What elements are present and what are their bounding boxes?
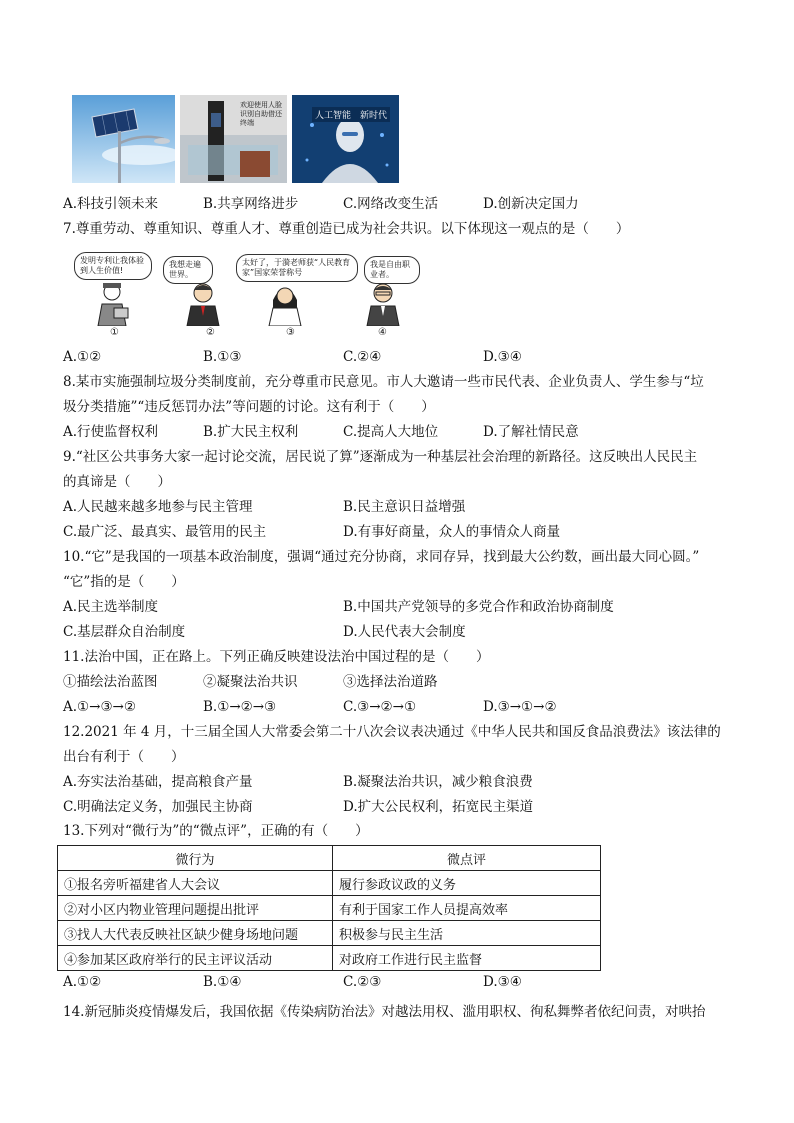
table-cell: ④参加某区政府举行的民主评议活动 xyxy=(58,946,333,971)
q8-option-d[interactable]: D.了解社情民意 xyxy=(483,424,579,440)
q7-label-3: ③ xyxy=(286,327,295,338)
q7-option-c[interactable]: C.②④ xyxy=(343,349,382,365)
q14-stem-line1: 14.新冠肺炎疫情爆发后，我国依据《传染病防治法》对越法用权、滥用职权、徇私舞弊者依纪问责，对哄抬 xyxy=(63,1004,706,1020)
person-3-icon xyxy=(263,282,307,326)
q12-stem-line2: 出台有利于（ ） xyxy=(63,749,185,765)
table-cell: ②对小区内物业管理问题提出批评 xyxy=(58,896,333,921)
table-header-comment: 微点评 xyxy=(333,846,601,871)
q7-option-a[interactable]: A.①② xyxy=(63,349,102,365)
q13-stem: 13.下列对“微行为”的“微点评”，正确的有（ ） xyxy=(63,823,369,839)
q8-option-c[interactable]: C.提高人大地位 xyxy=(343,424,439,440)
q12-option-c[interactable]: C.明确法定义务，加强民主协商 xyxy=(63,799,253,815)
table-header-row xyxy=(58,846,601,871)
q7-option-b[interactable]: B.①③ xyxy=(203,349,242,365)
q9-option-a[interactable]: A.人民越来越多地参与民主管理 xyxy=(63,499,253,515)
q12-option-d[interactable]: D.扩大公民权利，拓宽民主渠道 xyxy=(343,799,534,815)
q8-stem-line1: 8.某市实施强制垃圾分类制度前，充分尊重市民意见。市人大邀请一些市民代表、企业负责人、学生参与“垃 xyxy=(63,374,704,390)
q11-option-c[interactable]: C.③→②→① xyxy=(343,699,417,715)
q11-option-a[interactable]: A.①→③→② xyxy=(63,699,136,715)
terminal-welcome-text: 欢迎使用人脸识别自助借还终端 xyxy=(240,101,282,127)
q11-item-1: ①描绘法治蓝图 xyxy=(63,674,158,690)
q8-option-a[interactable]: A.行使监督权利 xyxy=(63,424,159,440)
q7-bubble-1: 发明专利让我体验到人生价值! xyxy=(74,252,152,280)
q7-label-4: ④ xyxy=(378,327,387,338)
q9-option-b[interactable]: B.民主意识日益增强 xyxy=(343,499,466,515)
solar-street-light-image xyxy=(72,95,175,183)
q6-option-a[interactable]: A.科技引领未来 xyxy=(63,196,159,212)
q9-option-c[interactable]: C.最广泛、最真实、最管用的民主 xyxy=(63,524,267,540)
q7-label-2: ② xyxy=(206,327,215,338)
table-cell: 履行参政议政的义务 xyxy=(333,871,601,896)
table-cell: 对政府工作进行民主监督 xyxy=(333,946,601,971)
q9-option-d[interactable]: D.有事好商量，众人的事情众人商量 xyxy=(343,524,561,540)
q11-option-d[interactable]: D.③→①→② xyxy=(483,699,557,715)
q7-label-1: ① xyxy=(110,327,119,338)
person-4-icon xyxy=(363,282,403,326)
q7-option-d[interactable]: D.③④ xyxy=(483,349,522,365)
q13-option-d[interactable]: D.③④ xyxy=(483,974,522,990)
table-row xyxy=(58,946,601,971)
table-row xyxy=(58,871,601,896)
q6-option-b[interactable]: B.共享网络进步 xyxy=(203,196,299,212)
q13-option-c[interactable]: C.②③ xyxy=(343,974,382,990)
table-row xyxy=(58,921,601,946)
table-cell: ①报名旁听福建省人大会议 xyxy=(58,871,333,896)
person-1-icon xyxy=(94,282,134,326)
q13-option-b[interactable]: B.①④ xyxy=(203,974,242,990)
q7-stem: 7.尊重劳动、尊重知识、尊重人才、尊重创造已成为社会共识。以下体现这一观点的是（ ） xyxy=(63,221,630,237)
q11-stem: 11.法治中国，正在路上。下列正确反映建设法治中国过程的是（ ） xyxy=(63,649,490,665)
table-cell: ③找人大代表反映社区缺少健身场地问题 xyxy=(58,921,333,946)
face-recognition-terminal-image xyxy=(180,95,287,183)
q11-item-2: ②凝聚法治共识 xyxy=(203,674,298,690)
ai-robot-image xyxy=(292,95,399,183)
q8-option-b[interactable]: B.扩大民主权利 xyxy=(203,424,299,440)
q10-option-c[interactable]: C.基层群众自治制度 xyxy=(63,624,186,640)
q8-stem-line2: 圾分类措施”“违反惩罚办法”等问题的讨论。这有利于（ ） xyxy=(63,399,435,415)
q7-bubble-4: 我是自由职业者。 xyxy=(364,256,420,284)
q10-stem-line2: “它”指的是（ ） xyxy=(63,574,185,590)
q10-option-b[interactable]: B.中国共产党领导的多党合作和政治协商制度 xyxy=(343,599,614,615)
q7-bubble-3: 太好了，于漪老师获“人民教育家”国家荣誉称号 xyxy=(236,254,358,282)
table-cell: 有利于国家工作人员提高效率 xyxy=(333,896,601,921)
ai-era-caption: 人工智能 新时代 xyxy=(312,107,390,122)
person-2-icon xyxy=(183,282,223,326)
q13-table xyxy=(57,845,601,971)
q9-stem-line1: 9.“社区公共事务大家一起讨论交流，居民说了算”逐渐成为一种基层社会治理的新路径。这反映出人民民主 xyxy=(63,449,698,465)
q6-option-c[interactable]: C.网络改变生活 xyxy=(343,196,439,212)
q6-option-d[interactable]: D.创新决定国力 xyxy=(483,196,579,212)
q12-option-b[interactable]: B.凝聚法治共识，减少粮食浪费 xyxy=(343,774,533,790)
table-cell: 积极参与民主生活 xyxy=(333,921,601,946)
q10-stem-line1: 10.“它”是我国的一项基本政治制度，强调“通过充分协商，求同存异，找到最大公约数，画出最大同心圆。” xyxy=(63,549,700,565)
q7-figure xyxy=(68,250,428,342)
q12-stem-line1: 12.2021 年 4 月，十三届全国人大常委会第二十八次会议表决通过《中华人民共和国反食品浪费法》该法律的 xyxy=(63,724,721,740)
q10-option-d[interactable]: D.人民代表大会制度 xyxy=(343,624,466,640)
table-header-behavior: 微行为 xyxy=(58,846,333,871)
q12-option-a[interactable]: A.夯实法治基础，提高粮食产量 xyxy=(63,774,253,790)
q7-bubble-2: 我想走遍世界。 xyxy=(163,256,213,284)
q13-option-a[interactable]: A.①② xyxy=(63,974,102,990)
q11-item-3: ③选择法治道路 xyxy=(343,674,438,690)
q11-option-b[interactable]: B.①→②→③ xyxy=(203,699,277,715)
table-row xyxy=(58,896,601,921)
q10-option-a[interactable]: A.民主选举制度 xyxy=(63,599,159,615)
q9-stem-line2: 的真谛是（ ） xyxy=(63,474,171,490)
